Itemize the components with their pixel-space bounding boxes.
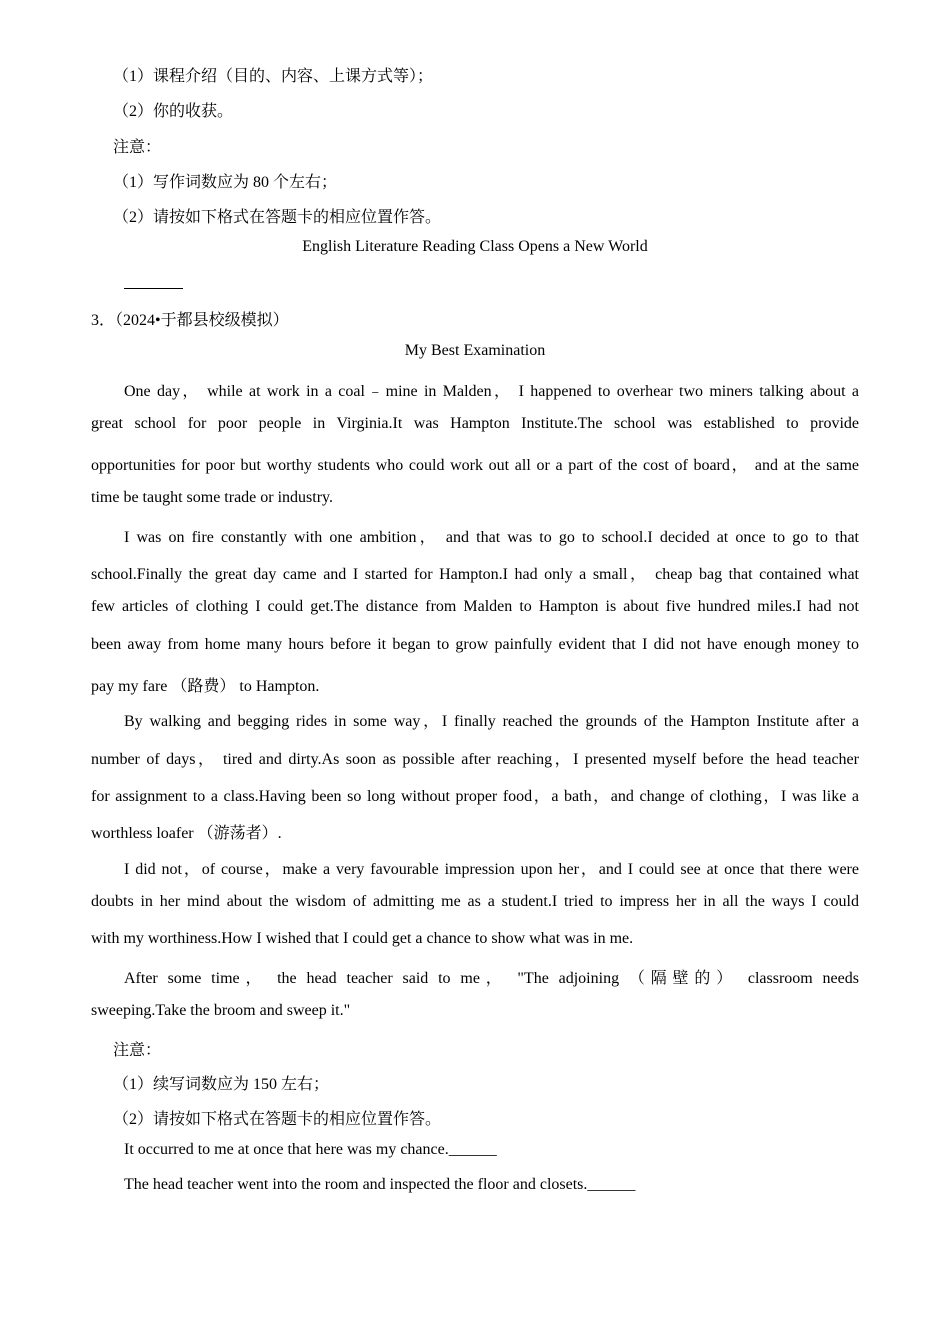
passage-line: doubts in her mind about the wisdom of admitting me as a student.I tried to impress her in all the ways I could (91, 893, 859, 910)
passage-line: for assignment to a class.Having been so long without proper food，a bath，and change of clothing，I was like a (91, 788, 859, 805)
requirement-item-1: （1）课程介绍（目的、内容、上课方式等）； (113, 68, 434, 85)
passage-line: I was on fire constantly with one ambition， and that was to go to school.I decided at once to go to that (124, 529, 859, 546)
passage-line: opportunities for poor but worthy students who could work out all or a part of the cost of board， and at the same (91, 457, 859, 474)
passage-line: worthless loafer （游荡者）. (91, 825, 282, 842)
passage-line: After some time， the head teacher said to me， "The adjoining （隔壁的） classroom needs (124, 970, 859, 987)
question-header: 3．（2024•于都县校级模拟） (91, 312, 289, 329)
passage-line: I did not，of course，make a very favourable impression upon her，and I could see at once that there were (124, 861, 859, 878)
passage-line: time be taught some trade or industry. (91, 489, 334, 506)
note-label: 注意： (113, 1042, 162, 1059)
note-item-1: （1）写作词数应为 80 个左右； (113, 174, 338, 191)
passage-line: great school for poor people in Virginia.It was Hampton Institute.The school was established to provide (91, 415, 859, 432)
passage-line: sweeping.Take the broom and sweep it." (91, 1002, 351, 1019)
passage-line: pay my fare （路费） to Hampton. (91, 678, 320, 695)
requirement-item-2: （2）你的收获。 (113, 103, 234, 120)
continuation-prompt-2: The head teacher went into the room and inspected the floor and closets.______ (124, 1176, 636, 1193)
note-item-1: （1）续写词数应为 150 左右； (113, 1076, 330, 1093)
passage-line: school.Finally the great day came and I started for Hampton.I had only a small， cheap bag that contained what (91, 566, 859, 583)
continuation-prompt-1: It occurred to me at once that here was my chance.______ (124, 1141, 497, 1158)
passage-line: By walking and begging rides in some way，I finally reached the grounds of the Hampton Institute after a (124, 713, 859, 730)
note-item-2: （2）请按如下格式在答题卡的相应位置作答。 (113, 1111, 442, 1128)
note-label: 注意： (113, 139, 162, 156)
essay-title: English Literature Reading Class Opens a New World (302, 238, 648, 255)
passage-line: few articles of clothing I could get.The distance from Malden to Hampton is about five hundred miles.I had not (91, 598, 859, 615)
passage-line: been away from home many hours before it began to grow painfully evident that I did not have enough money to (91, 636, 859, 653)
note-item-2: （2）请按如下格式在答题卡的相应位置作答。 (113, 209, 442, 226)
passage-title: My Best Examination (404, 342, 546, 359)
passage-line: with my worthiness.How I wished that I could get a chance to show what was in me. (91, 930, 634, 947)
passage-line: number of days， tired and dirty.As soon as possible after reaching，I presented myself before the head teacher (91, 751, 859, 768)
passage-line: One day， while at work in a coal﹣mine in Malden， I happened to overhear two miners talking about a (124, 383, 859, 400)
answer-blank-line (124, 288, 183, 289)
